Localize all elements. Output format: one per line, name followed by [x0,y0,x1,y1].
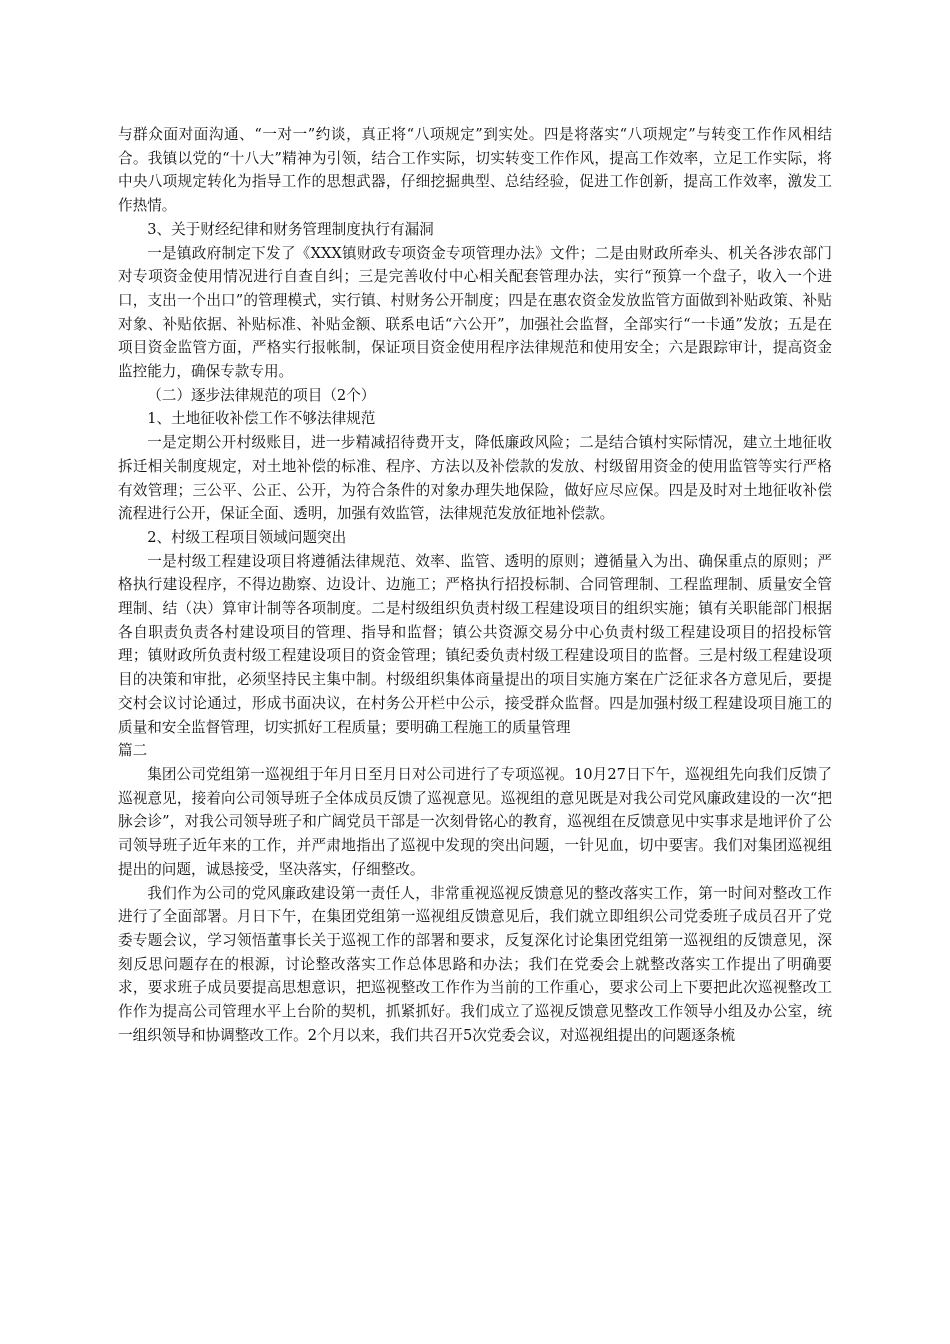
part-title: 篇二 [118,742,148,760]
document-page [118,123,832,1047]
body-paragraph: 与群众面对面沟通、“一对一”约谈，真正将“八项规定”到实处。四是将落实“八项规定”与转变工作作风相结合。我镇以党的“十八大”精神为引领，结合工作实际，切实转变工作作风，提高工作效率，立足工作实际，将中央八项规定转化为指导工作的思想武器，仔细挖掘典型、总结经验，促进工作创新，提高工作效率，激发工作热情。 [118,126,832,215]
body-paragraph: 一是村级工程建设项目将遵循法律规范、效率、监管、透明的原则；遵循量入为出、确保重点的原则；严格执行建设程序，不得边勘察、边设计、边施工；严格执行招投标制、合同管理制、工程监理制、质量安全管理制、结（决）算审计制等各项制度。二是村级组织负责村级工程建设项目的组织实施；镇有关职能部门根据各自职责负责各村建设项目的管理、指导和监督；镇公共资源交易分中心负责村级工程建设项目的招投标管理；镇财政所负责村级工程建设项目的资金管理；镇纪委负责村级工程建设项目的监督。三是村级工程建设项目的决策和审批，必须坚持民主集中制。村级组织集体商量提出的项目实施方案在广泛征求各方意见后，要提交村会议讨论通过，形成书面决议，在村务公开栏中公示，接受群众监督。四是加强村级工程建设项目施工的质量和安全监督管理，切实抓好工程质量；要明确工程施工的质量管理 [118,552,832,736]
section-heading: （二）逐步法律规范的项目（2个） [147,386,376,404]
subheading: 3、关于财经纪律和财务管理制度执行有漏洞 [147,220,434,238]
subheading: 2、村级工程项目领域问题突出 [147,528,347,546]
subheading: 1、土地征收补偿工作不够法律规范 [147,410,376,428]
body-paragraph: 一是定期公开村级账目，进一步精减招待费开支，降低廉政风险；二是结合镇村实际情况，建立土地征收拆迁相关制度规定，对土地补偿的标准、程序、方法以及补偿款的发放、村级留用资金的使用监管等实行严格有效管理；三公平、公正、公开，为符合条件的对象办理失地保险，做好应尽应保。四是及时对土地征收补偿流程进行公开，保证全面、透明，加强有效监管，法律规范发放征地补偿款。 [118,434,832,523]
body-paragraph: 我们作为公司的党风廉政建设第一责任人，非常重视巡视反馈意见的整改落实工作，第一时间对整改工作进行了全面部署。月日下午，在集团党组第一巡视组反馈意见后，我们就立即组织公司党委班子成员召开了党委专题会议，学习领悟董事长关于巡视工作的部署和要求，反复深化讨论集团党组第一巡视组的反馈意见，深刻反思问题存在的根源，讨论整改落实工作总体思路和办法；我们在党委会上就整改落实工作提出了明确要求，要求班子成员要提高思想意识，把巡视整改工作作为当前的工作重心，要求公司上下要把此次巡视整改工作作为提高公司管理水平上台阶的契机，抓紧抓好。我们成立了巡视反馈意见整改工作领导小组及办公室，统一组织领导和协调整改工作。2个月以来，我们共召开5次党委会议，对巡视组提出的问题逐条梳 [118,884,832,1044]
body-paragraph: 一是镇政府制定下发了《XXX镇财政专项资金专项管理办法》文件；二是由财政所牵头、机关各涉农部门对专项资金使用情况进行自查自纠；三是完善收付中心相关配套管理办法，实行“预算一个盘子，收入一个进口，支出一个出口”的管理模式，实行镇、村财务公开制度；四是在惠农资金发放监管方面做到补贴政策、补贴对象、补贴依据、补贴标准、补贴金额、联系电话“六公开”，加强社会监督，全部实行“一卡通”发放；五是在项目资金监管方面，严格实行报帐制，保证项目资金使用程序法律规范和使用安全；六是跟踪审计，提高资金监控能力，确保专款专用。 [118,244,832,381]
body-paragraph: 集团公司党组第一巡视组于年月日至月日对公司进行了专项巡视。10月27日下午，巡视组先向我们反馈了巡视意见，接着向公司领导班子全体成员反馈了巡视意见。巡视组的意见既是对我公司党风廉政建设的一次“把脉会诊”，对我公司领导班子和广阔党员干部是一次刻骨铭心的教育，巡视组在反馈意见中实事求是地评价了公司领导班子近年来的工作，并严肃地指出了巡视中发现的突出问题，一针见血，切中要害。我们对集团巡视组提出的问题，诚恳接受，坚决落实，仔细整改。 [118,765,832,878]
